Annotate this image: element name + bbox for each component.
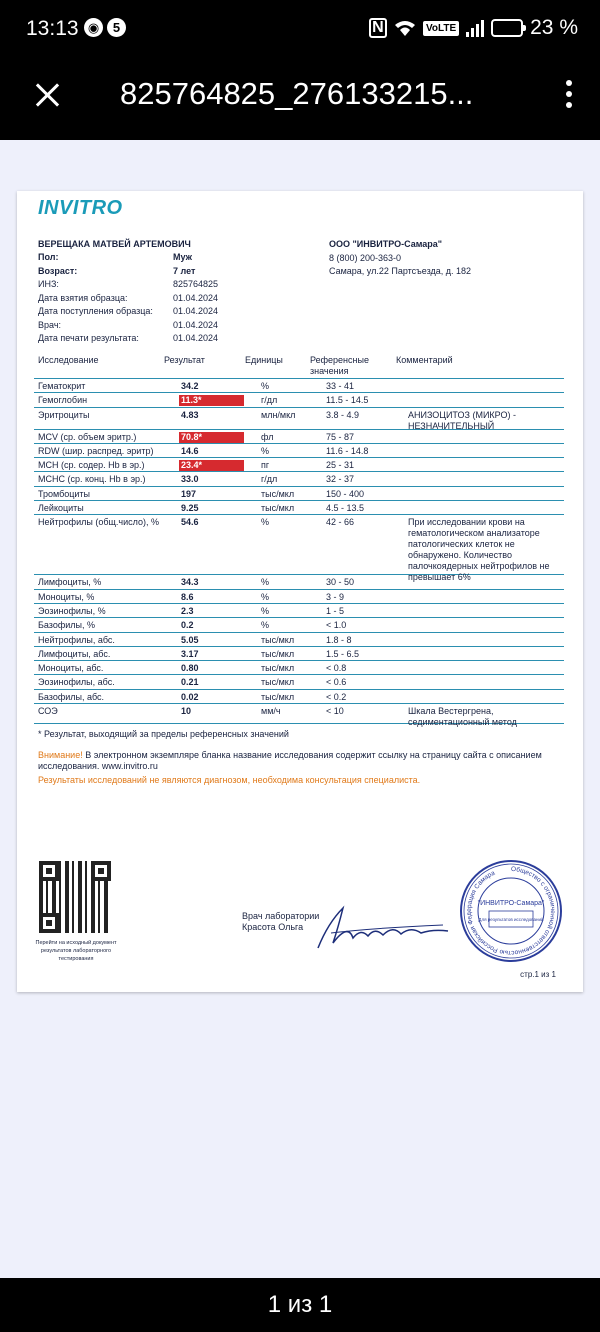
test-units: тыс/мкл	[261, 663, 295, 674]
wifi-icon	[394, 19, 416, 37]
patient-row	[38, 266, 218, 280]
test-name: Лимфоциты, абс.	[38, 648, 111, 659]
test-reference: 32 - 37	[326, 474, 355, 485]
table-row	[34, 604, 564, 618]
table-row	[34, 487, 564, 501]
patient-name: ВЕРЕЩАКА МАТВЕЙ АРТЕМОВИЧ	[38, 239, 191, 249]
test-reference: 75 - 87	[326, 431, 355, 442]
table-row	[34, 704, 564, 728]
test-units: тыс/мкл	[261, 648, 295, 659]
qr-caption: Перейти на исходный документ результатов лабораторного тестирования	[35, 940, 117, 962]
document-page	[17, 191, 583, 992]
col-comment: Комментарий	[396, 355, 453, 365]
disclaimer-note: Результаты исследований не являются диагнозом, необходима консультация специалиста.	[38, 775, 421, 785]
test-units: %	[261, 577, 270, 588]
test-name: Базофилы, абс.	[38, 691, 105, 702]
test-reference: < 1.0	[326, 620, 347, 631]
test-units: %	[261, 381, 270, 391]
test-name: Лейкоциты	[38, 503, 84, 514]
svg-text:"ИНВИТРО-Самара": "ИНВИТРО-Самара"	[477, 900, 545, 907]
clock: 13:13	[26, 17, 79, 40]
test-units: тыс/мкл	[261, 488, 295, 499]
test-result: 9.25	[181, 503, 199, 514]
signal-icon	[466, 19, 484, 37]
test-name: Тромбоциты	[38, 488, 91, 499]
test-reference: 1.5 - 6.5	[326, 648, 360, 659]
test-name: Эозинофилы, %	[38, 605, 106, 616]
test-reference: 1.8 - 8	[326, 634, 352, 645]
doctor-title: Врач лаборатории	[242, 911, 320, 921]
test-name: Нейтрофилы, абс.	[38, 634, 115, 645]
test-result: 4.83	[181, 409, 199, 420]
svg-text:Общество с ограниченной ответс: Общество с ограниченной ответственностью Российская Федерация Самара	[465, 865, 556, 957]
more-options-icon[interactable]	[564, 80, 574, 112]
test-result: 0.21	[181, 677, 199, 688]
table-row	[34, 690, 564, 704]
test-result: 33.0	[181, 474, 199, 485]
close-icon[interactable]	[30, 78, 66, 114]
table-row	[34, 408, 564, 430]
app-notification-icon: ◉	[84, 18, 103, 37]
test-comment: При исследовании крови на гематологическом анализаторе патологических клеток не обнаружено. Количество палочкоядерных нейтрофилов не превышает 6%	[408, 517, 550, 583]
doctor-name: Красота Ольга	[242, 922, 304, 932]
test-result: 2.3	[181, 605, 194, 616]
test-units: %	[261, 445, 270, 456]
table-row	[34, 675, 564, 689]
test-result: 11.3*	[179, 395, 244, 406]
test-units: тыс/мкл	[261, 503, 295, 514]
test-units: %	[261, 517, 270, 528]
test-reference: 150 - 400	[326, 488, 365, 499]
table-row	[34, 393, 564, 407]
patient-value: 01.04.2024	[173, 306, 219, 316]
test-reference: < 0.2	[326, 691, 347, 702]
patient-value: 825764825	[173, 279, 219, 289]
test-reference: 11.6 - 14.8	[326, 445, 369, 456]
test-units: тыс/мкл	[261, 677, 295, 688]
test-reference: 33 - 41	[326, 381, 355, 391]
patient-row	[38, 293, 218, 307]
test-comment: Шкала Вестергрена, седиментационный метод	[408, 706, 517, 728]
qr-code[interactable]	[39, 861, 111, 933]
table-header	[38, 355, 564, 379]
test-units: млн/мкл	[261, 409, 296, 420]
patient-row	[38, 306, 218, 320]
nfc-icon: N	[369, 18, 387, 38]
patient-value: 7 лет	[173, 265, 196, 276]
lab-name: ООО "ИНВИТРО-Самара"	[329, 239, 443, 249]
table-row	[34, 379, 564, 393]
test-units: пг	[261, 460, 270, 471]
patient-row	[38, 333, 218, 347]
test-result: 70.8*	[179, 432, 244, 443]
table-row	[34, 618, 564, 632]
table-row	[34, 458, 564, 472]
test-reference: < 0.8	[326, 663, 347, 674]
table-row	[34, 430, 564, 444]
test-name: Эозинофилы, абс.	[38, 677, 115, 688]
col-units: Единицы	[245, 355, 283, 365]
test-reference: 42 - 66	[326, 517, 355, 528]
col-result: Результат	[164, 355, 205, 365]
test-reference: 30 - 50	[326, 577, 355, 588]
test-result: 14.6	[181, 445, 199, 456]
test-units: тыс/мкл	[261, 634, 295, 645]
test-units: тыс/мкл	[261, 691, 295, 702]
test-reference: 11.5 - 14.5	[326, 395, 369, 406]
test-name: MCV (ср. объем эритр.)	[38, 431, 137, 442]
results-table	[34, 378, 564, 728]
test-result: 0.02	[181, 691, 199, 702]
test-result: 197	[181, 488, 197, 499]
patient-value: 01.04.2024	[173, 333, 219, 343]
table-row	[34, 633, 564, 647]
warning-note: Внимание! В электронном экземпляре бланка название исследования содержит ссылку на страницу сайта с описанием исследования. www.invitro.ru	[38, 750, 542, 771]
patient-row	[38, 252, 218, 266]
document-viewer[interactable]	[0, 140, 600, 1278]
test-units: %	[261, 620, 270, 631]
doctor-block	[242, 911, 319, 933]
test-reference: 3.8 - 4.9	[326, 409, 360, 420]
lab-address: Самара, ул.22 Партсъезда, д. 182	[329, 266, 472, 276]
table-row	[34, 661, 564, 675]
test-name: MCH (ср. содер. Hb в эр.)	[38, 460, 145, 471]
patient-key: Возраст:	[38, 265, 78, 276]
test-name: Моноциты, %	[38, 591, 95, 602]
test-result: 34.3	[181, 577, 199, 588]
patient-row	[38, 320, 218, 334]
patient-key: Врач:	[38, 319, 62, 330]
test-name: Гематокрит	[38, 381, 86, 391]
test-result: 8.6	[181, 591, 194, 602]
test-reference: 25 - 31	[326, 460, 355, 471]
test-units: г/дл	[261, 474, 278, 485]
test-reference: < 0.6	[326, 677, 347, 688]
patient-key: Дата взятия образца:	[38, 292, 128, 303]
document-title: 825764825_276133215...	[120, 76, 474, 111]
app5-notification-icon: 5	[107, 18, 126, 37]
patient-key: Дата печати результата:	[38, 333, 139, 343]
stamp-seal	[459, 859, 563, 963]
test-name: Гемоглобин	[38, 395, 88, 406]
test-reference: 3 - 9	[326, 591, 345, 602]
table-row	[34, 590, 564, 604]
test-result: 5.05	[181, 634, 199, 645]
battery-percent: 23 %	[530, 16, 578, 39]
battery-icon	[491, 19, 523, 37]
patient-key: ИНЗ:	[38, 279, 59, 289]
test-units: %	[261, 591, 270, 602]
patient-value: 01.04.2024	[173, 319, 219, 330]
test-name: Нейтрофилы (общ.число), %	[38, 517, 159, 528]
test-reference: 1 - 5	[326, 605, 345, 616]
test-result: 34.2	[181, 381, 199, 391]
volte-icon: VoLTE	[423, 21, 459, 36]
test-name: Базофилы, %	[38, 620, 95, 631]
table-row	[34, 575, 564, 589]
test-name: RDW (шир. распред. эритр)	[38, 445, 154, 456]
table-row	[34, 472, 564, 486]
test-units: %	[261, 605, 270, 616]
out-of-range-note: * Результат, выходящий за пределы референсных значений	[38, 729, 289, 739]
test-units: мм/ч	[261, 706, 281, 717]
test-result: 10	[181, 706, 192, 717]
lab-info	[329, 239, 471, 280]
test-result: 3.17	[181, 648, 199, 659]
patient-value: 01.04.2024	[173, 292, 219, 303]
patient-info	[38, 252, 218, 347]
col-ref: Референсные значения	[310, 355, 369, 376]
test-name: MCHC (ср. конц. Hb в эр.)	[38, 474, 146, 485]
page-number: стр.1 из 1	[520, 970, 556, 979]
svg-text:Для результатов исследований: Для результатов исследований	[478, 917, 544, 922]
test-reference: 4.5 - 13.5	[326, 503, 365, 514]
test-comment: АНИЗОЦИТОЗ (МИКРО) - НЕЗНАЧИТЕЛЬНЫЙ	[408, 409, 516, 431]
page-indicator: 1 из 1	[0, 1278, 600, 1332]
col-name: Исследование	[38, 355, 99, 365]
test-name: Лимфоциты, %	[38, 577, 102, 588]
patient-key: Дата поступления образца:	[38, 306, 153, 316]
test-name: Эритроциты	[38, 409, 90, 420]
test-reference: < 10	[326, 706, 344, 717]
test-result: 0.2	[181, 620, 194, 631]
test-result: 23.4*	[179, 460, 244, 471]
test-result: 0.80	[181, 663, 199, 674]
test-units: г/дл	[261, 395, 278, 406]
app-bar	[0, 58, 600, 140]
test-units: фл	[261, 431, 274, 442]
lab-phone: 8 (800) 200-363-0	[329, 252, 402, 263]
patient-value: Муж	[173, 252, 192, 262]
test-name: Моноциты, абс.	[38, 663, 104, 674]
status-bar	[0, 0, 600, 58]
invitro-logo: INVITRO	[38, 197, 123, 219]
test-result: 54.6	[181, 517, 199, 528]
test-name: СОЭ	[38, 706, 58, 717]
signature	[313, 903, 453, 953]
table-row	[34, 501, 564, 515]
table-row	[34, 444, 564, 458]
patient-row	[38, 279, 218, 293]
table-row	[34, 647, 564, 661]
patient-key: Пол:	[38, 252, 59, 262]
